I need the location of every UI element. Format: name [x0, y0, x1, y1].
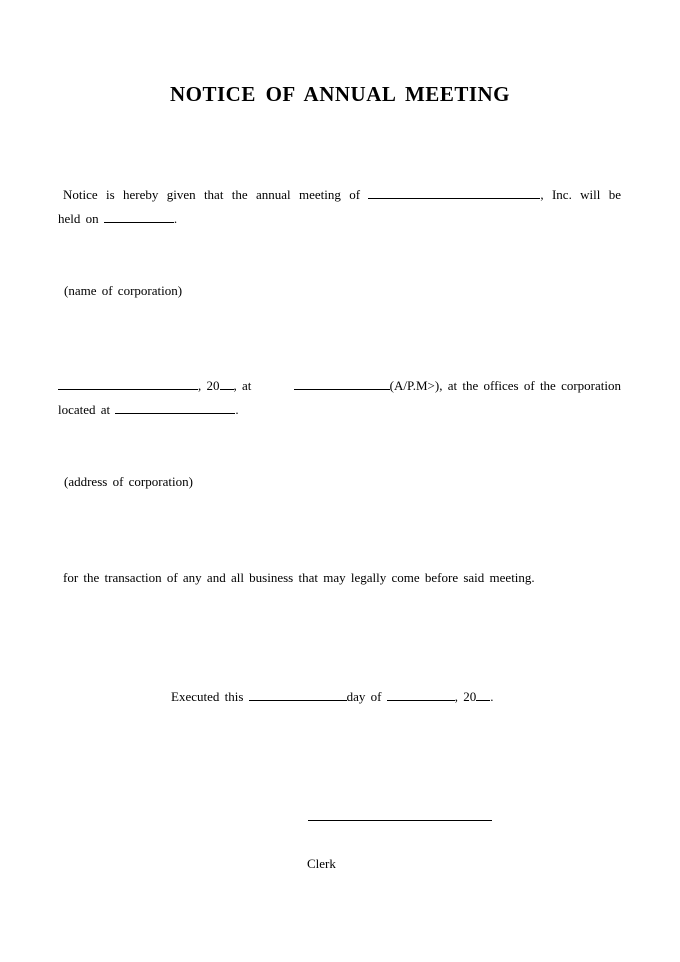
transaction-text: for the transaction of any and all business that may legally come before said meeting.: [63, 570, 535, 585]
located-at-text: located at: [58, 402, 111, 417]
held-on-text: held on: [58, 211, 99, 226]
executed-year-blank[interactable]: [476, 689, 490, 701]
name-of-corporation-label: (name of corporation): [64, 283, 183, 298]
meeting-date-blank[interactable]: [104, 211, 174, 223]
address-of-corporation-label: (address of corporation): [64, 474, 193, 489]
executed-day-blank[interactable]: [249, 689, 347, 701]
at-text: , at: [233, 378, 252, 393]
meeting-time-blank[interactable]: [294, 378, 390, 390]
address-blank[interactable]: [115, 402, 235, 414]
year-prefix: , 20: [198, 378, 220, 393]
notice-text: Notice is hereby given that the annual meeting of: [63, 187, 361, 202]
notice-line-1: [63, 187, 621, 203]
meeting-time-line-1: [58, 378, 621, 394]
period: .: [173, 211, 178, 226]
period: .: [490, 689, 494, 704]
meeting-year-blank[interactable]: [220, 378, 234, 390]
period: .: [235, 402, 239, 417]
notice-text-inc: , Inc. will be: [540, 187, 622, 202]
corporation-name-blank[interactable]: [368, 187, 540, 199]
meeting-month-day-blank[interactable]: [58, 378, 198, 390]
signature-line[interactable]: [308, 820, 492, 821]
executed-line: [171, 689, 494, 705]
day-of-text: day of: [346, 689, 382, 704]
clerk-label: Clerk: [307, 856, 336, 871]
executed-month-blank[interactable]: [387, 689, 455, 701]
meeting-location-line: [58, 402, 239, 418]
year-prefix: , 20: [454, 689, 477, 704]
offices-text: (A/P.M>), at the offices of the corporation: [389, 378, 621, 393]
executed-text: Executed this: [171, 689, 244, 704]
document-title: NOTICE OF ANNUAL MEETING: [169, 82, 510, 106]
notice-line-2: [58, 211, 177, 227]
